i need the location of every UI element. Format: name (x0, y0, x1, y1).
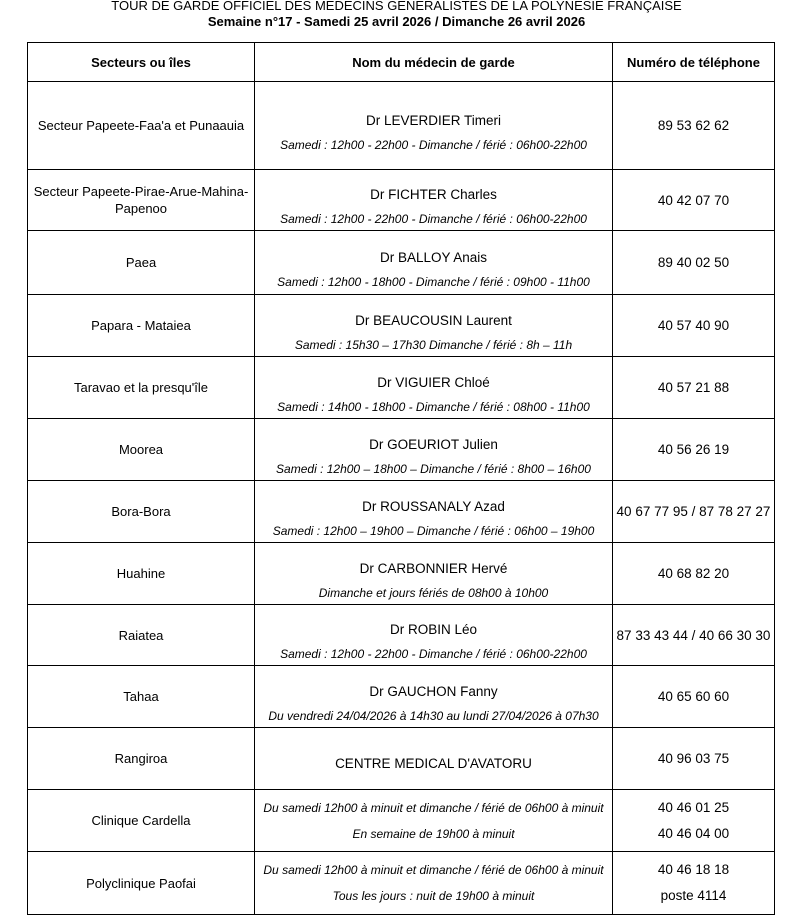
doctor-cell (255, 170, 613, 231)
phone-number: 40 46 01 25 (657, 799, 730, 815)
doctor-name: Dr VIGUIER Chloé (377, 374, 490, 390)
sector-cell: Polyclinique Paofai (28, 852, 255, 915)
doctor-cell (255, 790, 613, 852)
doctor-cell (255, 728, 613, 790)
duty-hours: Du vendredi 24/04/2026 à 14h30 au lundi 27/04/2026 à 07h30 (268, 708, 599, 723)
phone-number: 40 46 04 00 (657, 825, 730, 841)
sector-cell: Huahine (28, 543, 255, 605)
phone-cell: 40 57 21 88 (613, 357, 775, 419)
doctor-name: CENTRE MEDICAL D'AVATORU (335, 755, 532, 771)
doctor-cell (255, 543, 613, 605)
table-row (28, 481, 775, 543)
phone-number: 40 46 18 18 (657, 862, 730, 877)
sector-cell: Rangiroa (28, 728, 255, 790)
document-subtitle: Semaine n°17 - Samedi 25 avril 2026 / Dimanche 26 avril 2026 (207, 14, 586, 29)
sector-cell: Raiatea (28, 605, 255, 666)
table-row (28, 543, 775, 605)
phone-cell: 40 56 26 19 (613, 419, 775, 481)
clinic-hours-daily: Tous les jours : nuit de 19h00 à minuit (332, 889, 535, 903)
phone-cell: 40 57 40 90 (613, 295, 775, 357)
doctor-cell (255, 82, 613, 170)
duty-hours: Samedi : 12h00 – 18h00 – Dimanche / férié : 8h00 – 16h00 (276, 461, 591, 476)
on-call-table (27, 42, 775, 915)
duty-hours: Samedi : 15h30 – 17h30 Dimanche / férié : 8h – 11h (294, 337, 573, 352)
phone-extension: poste 4114 (660, 888, 727, 903)
doctor-name: Dr LEVERDIER Timeri (365, 112, 502, 128)
clinic-hours-weekend: Du samedi 12h00 à minuit et dimanche / férié de 06h00 à minuit (263, 800, 604, 815)
doctor-cell (255, 357, 613, 419)
phone-cell: 40 42 07 70 (613, 170, 775, 231)
doctor-cell (255, 852, 613, 915)
phone-cell: 87 33 43 44 / 40 66 30 30 (613, 605, 775, 666)
sector-cell: Secteur Papeete-Faa'a et Punaauia (28, 82, 255, 170)
table-row (28, 170, 775, 231)
table-header-row (28, 43, 775, 82)
doctor-cell (255, 481, 613, 543)
duty-hours: Samedi : 12h00 - 22h00 - Dimanche / férié : 06h00-22h00 (280, 647, 587, 661)
sector-cell: Clinique Cardella (28, 790, 255, 852)
table-row (28, 231, 775, 295)
document-title: TOUR DE GARDE OFFICIEL DES MEDECINS GENERALISTES DE LA POLYNESIE FRANÇAISE (111, 0, 682, 13)
phone-cell: 40 68 82 20 (613, 543, 775, 605)
doctor-cell (255, 295, 613, 357)
doctor-name: Dr BEAUCOUSIN Laurent (355, 312, 512, 328)
duty-hours: Samedi : 12h00 - 22h00 - Dimanche / férié : 06h00-22h00 (280, 212, 587, 226)
doctor-cell (255, 666, 613, 728)
doctor-name: Dr BALLOY Anais (379, 249, 488, 265)
sector-cell: Taravao et la presqu'île (28, 357, 255, 419)
table-row (28, 605, 775, 666)
duty-hours: Samedi : 12h00 – 19h00 – Dimanche / férié : 06h00 – 19h00 (272, 523, 595, 538)
phone-cell (613, 790, 775, 852)
duty-hours: Samedi : 12h00 - 22h00 - Dimanche / férié : 06h00-22h00 (280, 137, 587, 152)
doctor-name: Dr CARBONNIER Hervé (359, 560, 508, 576)
column-header-phone: Numéro de téléphone (613, 43, 775, 82)
doctor-name: Dr GAUCHON Fanny (369, 683, 498, 699)
phone-cell: 89 53 62 62 (613, 82, 775, 170)
doctor-name: Dr GOEURIOT Julien (369, 436, 498, 452)
table-row (28, 666, 775, 728)
phone-cell (613, 852, 775, 915)
sector-cell: Papara - Mataiea (28, 295, 255, 357)
sector-cell: Moorea (28, 419, 255, 481)
phone-cell: 40 65 60 60 (613, 666, 775, 728)
doctor-cell (255, 231, 613, 295)
clinic-hours-week: En semaine de 19h00 à minuit (352, 826, 515, 841)
sector-cell: Tahaa (28, 666, 255, 728)
doctor-cell (255, 605, 613, 666)
table-row (28, 419, 775, 481)
table-row (28, 852, 775, 915)
clinic-hours-weekend: Du samedi 12h00 à minuit et dimanche / férié de 06h00 à minuit (263, 863, 604, 877)
table-row (28, 295, 775, 357)
table-row (28, 357, 775, 419)
duty-hours: Samedi : 12h00 - 18h00 - Dimanche / férié : 09h00 - 11h00 (277, 274, 590, 289)
sector-cell: Secteur Papeete-Pirae-Arue-Mahina-Papenoo (28, 170, 255, 231)
phone-cell: 89 40 02 50 (613, 231, 775, 295)
duty-hours: Samedi : 14h00 - 18h00 - Dimanche / férié : 08h00 - 11h00 (277, 399, 590, 414)
column-header-doctor: Nom du médecin de garde (255, 43, 613, 82)
column-header-sector: Secteurs ou îles (28, 43, 255, 82)
sector-cell: Bora-Bora (28, 481, 255, 543)
sector-cell: Paea (28, 231, 255, 295)
doctor-name: Dr ROBIN Léo (389, 622, 478, 637)
duty-hours: Dimanche et jours fériés de 08h00 à 10h00 (318, 585, 549, 600)
table-row (28, 82, 775, 170)
table-row (28, 728, 775, 790)
doctor-name: Dr ROUSSANALY Azad (362, 498, 505, 514)
doctor-cell (255, 419, 613, 481)
table-row (28, 790, 775, 852)
phone-cell: 40 67 77 95 / 87 78 27 27 (613, 481, 775, 543)
phone-cell: 40 96 03 75 (613, 728, 775, 790)
doctor-name: Dr FICHTER Charles (370, 187, 497, 202)
